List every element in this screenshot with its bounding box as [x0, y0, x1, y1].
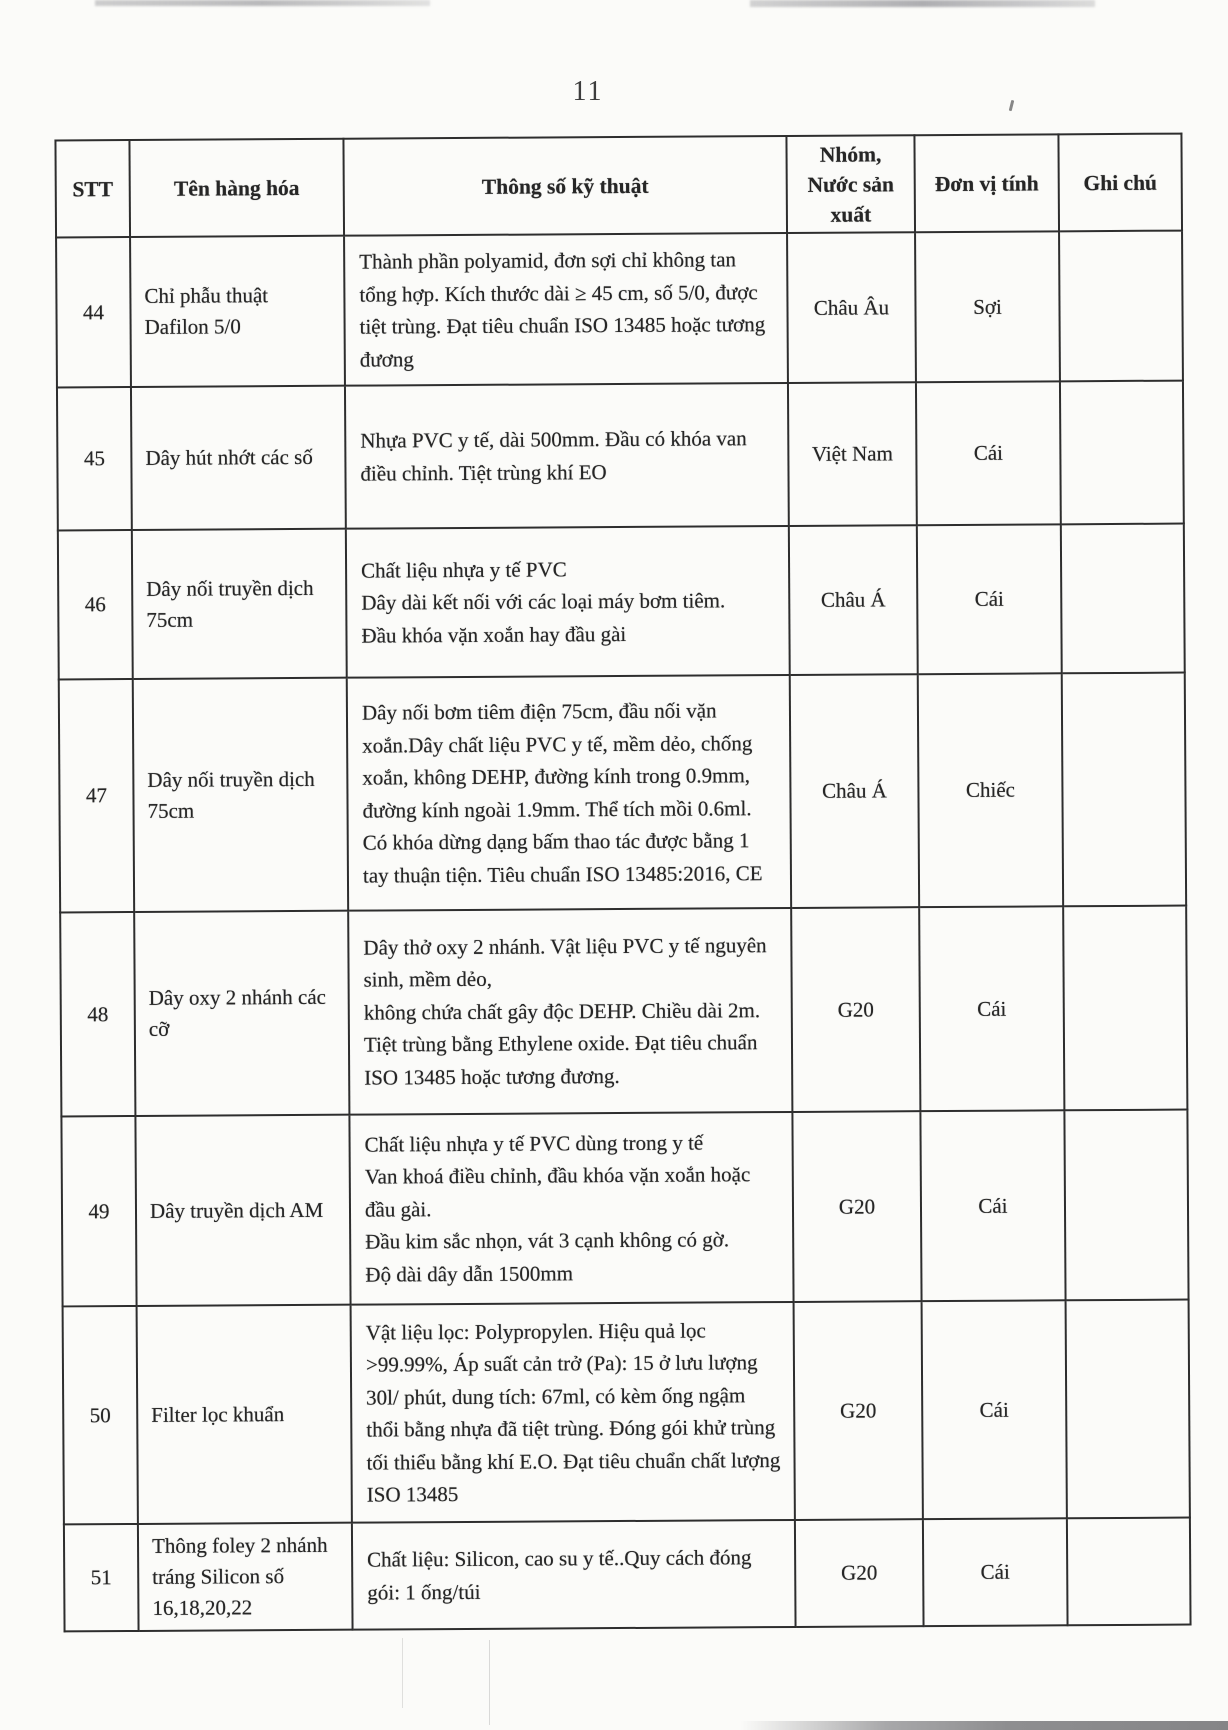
row-spec: Dây nối bơm tiêm điện 75cm, đầu nối vặn xoắn.Dây chất liệu PVC y tế, mềm dẻo, chống xoắn, không DEHP, đường kính trong 0.9mm, đường kính ngoài 1.9mm. Thể tích mồi 0.6ml. Có khóa dừng dạng bấm thao tác được bằng 1 tay thuận tiện. Tiêu chuẩn ISO 13485:2016, CE — [347, 675, 791, 911]
table-row — [57, 381, 1184, 531]
row-group: G20 — [792, 1111, 921, 1302]
row-stt: 49 — [61, 1116, 136, 1306]
table-row — [63, 1300, 1190, 1525]
scan-vertical-line-artifact — [489, 1640, 490, 1725]
table-row — [61, 1110, 1188, 1307]
row-group: Châu Á — [789, 525, 918, 675]
row-unit: Cái — [917, 524, 1062, 674]
row-stt: 48 — [60, 912, 135, 1116]
row-name: Dây nối truyền dịch 75cm — [133, 678, 348, 912]
row-unit: Cái — [923, 1518, 1068, 1626]
row-name: Dây nối truyền dịch 75cm — [132, 529, 347, 679]
row-name: Thông foley 2 nhánh tráng Silicon số 16,18,20,22 — [138, 1523, 353, 1631]
row-stt: 47 — [59, 679, 134, 912]
header-group-country: Nhóm, Nước sản xuất — [786, 135, 915, 233]
row-unit: Cái — [922, 1300, 1067, 1519]
row-unit: Cái — [916, 381, 1061, 525]
row-name: Dây truyền dịch AM — [135, 1115, 350, 1306]
row-spec: Nhựa PVC y tế, dài 500mm. Đầu có khóa van điều chỉnh. Tiệt trùng khí EO — [345, 383, 789, 529]
row-group: Châu Á — [790, 674, 919, 908]
row-name: Dây hút nhớt các số — [131, 386, 346, 530]
header-notes: Ghi chú — [1058, 134, 1182, 232]
scan-smudge-top-left — [95, 0, 430, 6]
row-group: G20 — [791, 907, 920, 1112]
row-note — [1063, 906, 1187, 1111]
row-group: Châu Âu — [787, 232, 916, 383]
row-unit: Sợi — [915, 231, 1060, 382]
row-note — [1059, 231, 1183, 382]
row-stt: 50 — [63, 1306, 138, 1524]
header-product-name: Tên hàng hóa — [129, 139, 344, 237]
scan-vertical-line-artifact — [402, 1638, 403, 1708]
scan-bottom-bar-artifact — [740, 1721, 1228, 1730]
row-spec: Chất liệu nhựa y tế PVC Dây dài kết nối với các loại máy bơm tiêm. Đầu khóa vặn xoắn hay đầu gài — [346, 526, 790, 678]
row-group: Việt Nam — [788, 382, 917, 526]
row-unit: Cái — [919, 906, 1064, 1111]
row-note — [1062, 673, 1186, 907]
table-row — [58, 524, 1185, 680]
row-spec: Chất liệu: Silicon, cao su y tế..Quy cách đóng gói: 1 ống/túi — [352, 1520, 796, 1630]
table-row — [56, 231, 1183, 388]
table-container — [54, 133, 1191, 1633]
row-stt: 45 — [57, 387, 132, 530]
row-spec: Vật liệu lọc: Polypropylen. Hiệu quả lọc >99.99%, Áp suất cản trở (Pa): 15 ở lưu lượng 30l/ phút, dung tích: 67ml, có kèm ống ngậm thổi bằng nhựa đã tiệt trùng. Đóng gói khử trùng tối thiểu bằng khí E.O. Đạt tiêu chuẩn chất lượng ISO 13485 — [351, 1302, 795, 1523]
header-unit: Đơn vị tính — [914, 134, 1059, 232]
row-spec: Dây thở oxy 2 nhánh. Vật liệu PVC y tế nguyên sinh, mềm dẻo, không chứa chất gây độc DEHP. Chiều dài 2m. Tiệt trùng bằng Ethylene oxide. Đạt tiêu chuẩn ISO 13485 hoặc tương đương. — [348, 908, 792, 1115]
row-note — [1061, 524, 1185, 674]
row-spec: Chất liệu nhựa y tế PVC dùng trong y tế Van khoá điều chỉnh, đầu khóa vặn xoắn hoặc đầu gài. Đầu kim sắc nhọn, vát 3 cạnh không có gờ. Độ dài dây dẫn 1500mm — [349, 1112, 793, 1305]
table-row — [64, 1518, 1191, 1632]
row-name: Dây oxy 2 nhánh các cỡ — [134, 911, 349, 1116]
table-header-row — [55, 134, 1182, 238]
row-stt: 46 — [58, 530, 133, 679]
row-note — [1067, 1518, 1191, 1626]
header-specs: Thông số kỹ thuật — [343, 136, 787, 236]
page-number: 11 — [572, 76, 604, 107]
row-name: Chỉ phẫu thuật Dafilon 5/0 — [130, 236, 345, 387]
row-stt: 51 — [64, 1524, 139, 1631]
row-note — [1066, 1300, 1190, 1519]
row-unit: Cái — [920, 1110, 1065, 1301]
products-table — [54, 133, 1191, 1633]
row-note — [1060, 381, 1184, 525]
row-name: Filter lọc khuẩn — [137, 1305, 352, 1524]
row-unit: Chiếc — [918, 673, 1063, 907]
row-note — [1064, 1110, 1188, 1301]
table-row — [60, 906, 1187, 1117]
row-group: G20 — [795, 1519, 924, 1627]
row-spec: Thành phần polyamid, đơn sợi chỉ không tan tổng hợp. Kích thước dài ≥ 45 cm, số 5/0, được tiệt trùng. Đạt tiêu chuẩn ISO 13485 hoặc tương đương — [344, 233, 788, 386]
scan-smudge-top-right — [750, 0, 1095, 7]
row-group: G20 — [794, 1301, 923, 1520]
row-stt: 44 — [56, 237, 131, 387]
table-row — [59, 673, 1186, 913]
header-stt: STT — [55, 140, 130, 237]
